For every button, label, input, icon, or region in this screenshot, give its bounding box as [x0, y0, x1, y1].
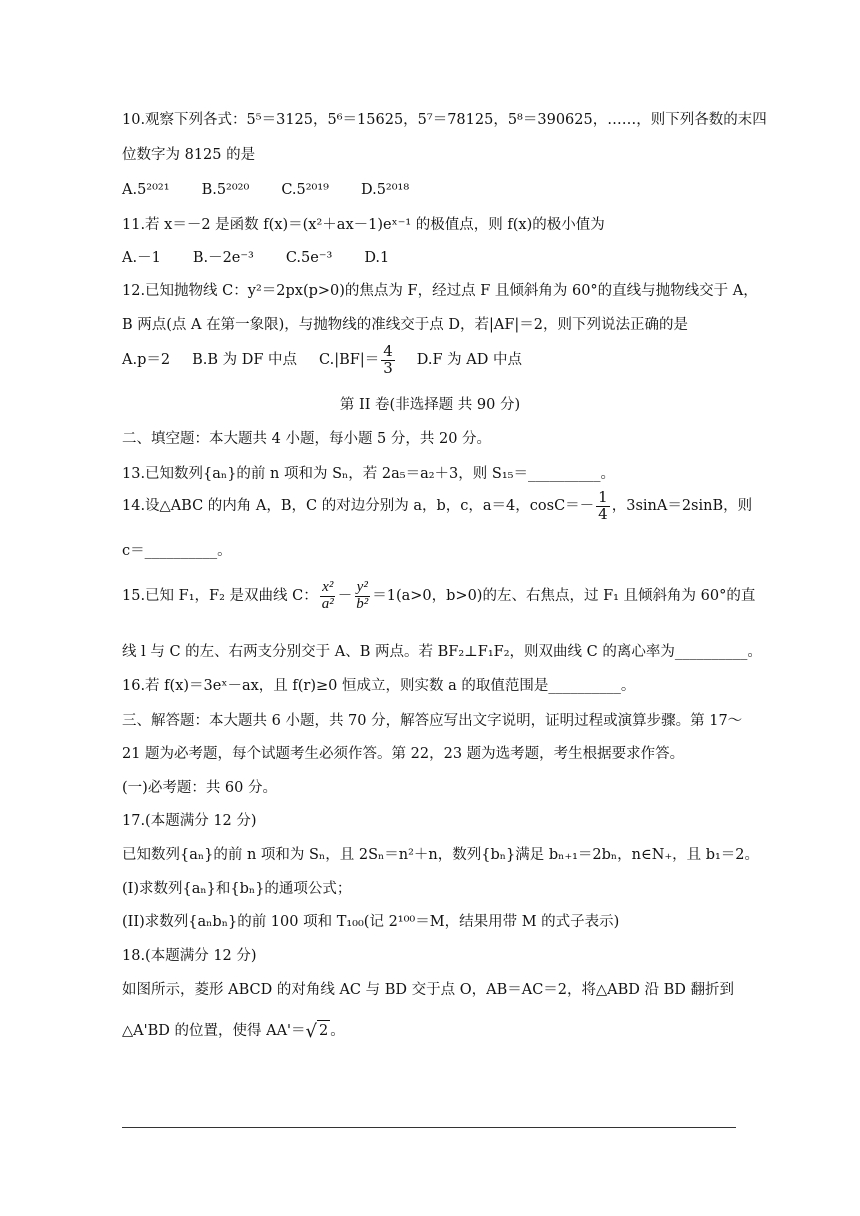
q10-option-c: C.5²⁰¹⁹	[281, 182, 329, 198]
q12-option-a: A.p＝2	[122, 352, 171, 369]
q10-option-a: A.5²⁰²¹	[122, 182, 170, 198]
q11-option-c: C.5e⁻³	[285, 250, 333, 266]
q15-suffix: (a>0，b>0)的左、右焦点，过 F₁ 且倾斜角为 60°的直	[395, 588, 756, 605]
q11-option-d: D.1	[364, 250, 390, 266]
fraction-numerator: y²	[356, 579, 368, 595]
q11-options	[122, 248, 421, 268]
fraction-denominator: 4	[598, 504, 608, 523]
q10-line2: 位数字为 8125 的是	[122, 147, 256, 163]
q15-prefix: 15.已知 F₁，F₂ 是双曲线 C：	[122, 588, 318, 605]
q11-line1: 11.若 x＝－2 是函数 f(x)＝(x²＋ax－1)eˣ⁻¹ 的极值点，则 f(x)的极小值为	[122, 217, 605, 233]
fraction-numerator: x²	[322, 579, 334, 595]
q10-options	[122, 180, 441, 200]
q12-option-c-fraction	[381, 344, 395, 377]
fraction-denominator: 3	[383, 358, 393, 377]
q10-option-d: D.5²⁰¹⁸	[360, 182, 410, 198]
q12-line2: B 两点(点 A 在第一象限)，与抛物线的准线交于点 D，若|AF|＝2，则下列说法正确的是	[122, 317, 689, 333]
q18-line2-suffix: 。	[330, 1022, 345, 1039]
q18-line1: 如图所示，菱形 ABCD 的对角线 AC 与 BD 交于点 O，AB＝AC＝2，将△ABD 沿 BD 翻折到	[122, 982, 735, 998]
sqrt-radicand: 2	[317, 1020, 330, 1041]
q17-stem: 已知数列{aₙ}的前 n 项和为 Sₙ，且 2Sₙ＝n²＋n，数列{bₙ}满足 bₙ₊₁＝2bₙ，n∈N₊，且 b₁＝2。	[122, 847, 760, 863]
q14-line2: c＝__________。	[122, 543, 232, 559]
q15-minus: －	[337, 588, 353, 605]
fill-in-heading: 二、填空题：本大题共 4 小题，每小题 5 分，共 20 分。	[122, 431, 492, 447]
fraction-denominator: b²	[356, 595, 369, 612]
q15-y-fraction	[354, 580, 370, 613]
section-2-title: 第 II 卷(非选择题 共 90 分)	[339, 397, 521, 413]
q16-line: 16.若 f(x)＝3eˣ－ax，且 f(r)≥0 恒成立，则实数 a 的取值范围是__________。	[122, 678, 636, 694]
q10-line1: 10.观察下列各式：5⁵＝3125，5⁶＝15625，5⁷＝78125，5⁸＝390625，……，则下列各数的末四	[122, 112, 767, 128]
q12-option-b: B.B 为 DF 中点	[192, 352, 298, 369]
part3-line1: 三、解答题：本大题共 6 小题，共 70 分，解答应写出文字说明，证明过程或演算步骤。第 17～	[122, 713, 743, 729]
q13-line: 13.已知数列{aₙ}的前 n 项和为 Sₙ，若 2a₅＝a₂＋3，则 S₁₅＝__________。	[122, 466, 615, 482]
q15-line1	[122, 580, 755, 613]
q12-option-d: D.F 为 AD 中点	[416, 352, 522, 369]
q18-line2	[122, 1020, 345, 1041]
q11-option-a: A.－1	[122, 250, 161, 266]
q17-part1: (I)求数列{aₙ}和{bₙ}的通项公式；	[122, 881, 352, 897]
q12-line1: 12.已知抛物线 C：y²＝2px(p>0)的焦点为 F，经过点 F 且倾斜角为 60°的直线与抛物线交于 A，	[122, 283, 758, 299]
q12-options	[122, 344, 522, 377]
fraction-numerator: 4	[383, 342, 393, 360]
q17-part2: (II)求数列{aₙbₙ}的前 100 项和 T₁₀₀(记 2¹⁰⁰＝M，结果用带 M 的式子表示)	[122, 914, 620, 930]
footer-divider	[122, 1127, 736, 1128]
fraction-denominator: a²	[321, 595, 334, 612]
sqrt-symbol: √ 2	[305, 1021, 329, 1042]
q15-line2: 线 l 与 C 的左、右两支分别交于 A、B 两点。若 BF₂⊥F₁F₂，则双曲线 C 的离心率为__________。	[122, 644, 762, 660]
q10-option-b: B.5²⁰²⁰	[201, 182, 250, 198]
part3-line2: 21 题为必考题，每个试题考生必须作答。第 22，23 题为选考题，考生根据要求作答。	[122, 746, 685, 762]
fraction-numerator: 1	[598, 488, 608, 506]
q15-x-fraction	[320, 580, 336, 613]
q12-option-c: C.|BF|＝	[319, 352, 380, 369]
q14-suffix: ，3sinA＝2sinB，则	[611, 498, 753, 515]
q14-line1	[122, 490, 752, 523]
q14-prefix: 14.设△ABC 的内角 A，B，C 的对边分别为 a，b，c，a＝4，cosC＝－	[122, 498, 595, 515]
q17-title: 17.(本题满分 12 分)	[122, 813, 257, 829]
q15-equals: ＝1	[372, 588, 396, 605]
part3-line3: (一)必考题：共 60 分。	[122, 780, 277, 796]
q18-line2-prefix: △A'BD 的位置，使得 AA'＝	[122, 1022, 306, 1039]
q14-fraction	[596, 490, 610, 523]
q18-title: 18.(本题满分 12 分)	[122, 948, 257, 964]
q11-option-b: B.－2e⁻³	[192, 250, 254, 266]
